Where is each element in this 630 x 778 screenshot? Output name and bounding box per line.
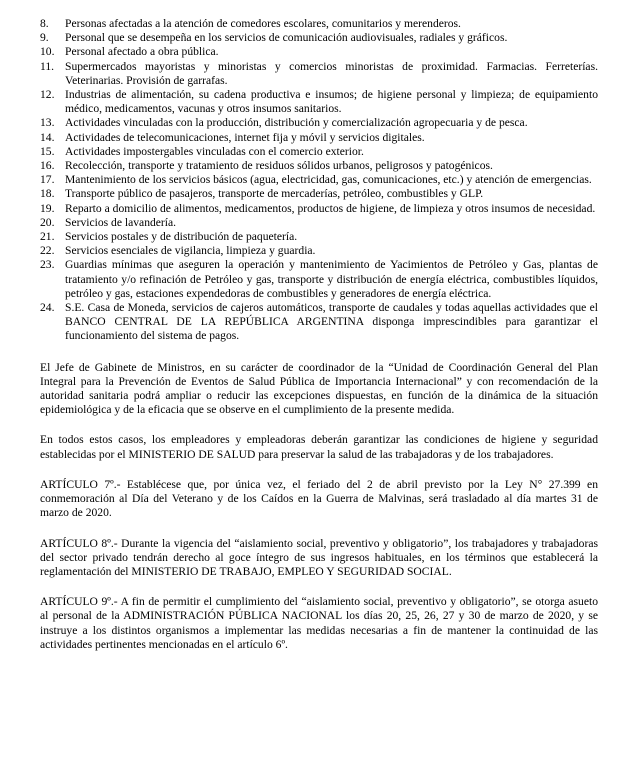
item-number: 10. xyxy=(40,45,55,59)
item-text: Servicios de lavandería. xyxy=(65,215,177,229)
item-text: Industrias de alimentación, su cadena productiva e insumos; de higiene personal y limpieza; de equipamiento médico, medicamentos, vacunas y otros insumos sanitarios. xyxy=(65,88,598,116)
item-text: Actividades de telecomunicaciones, internet fija y móvil y servicios digitales. xyxy=(65,130,425,144)
item-number: 17. xyxy=(40,173,55,187)
item-number: 18. xyxy=(40,187,55,201)
item-number: 8. xyxy=(40,17,49,30)
list-item xyxy=(40,131,598,145)
item-number: 9. xyxy=(40,31,49,45)
item-text: Actividades impostergables vinculadas con el comercio exterior. xyxy=(65,144,364,158)
item-number: 14. xyxy=(40,130,55,144)
item-number: 23. xyxy=(40,258,55,272)
article-9: ARTÍCULO 9º.- A fin de permitir el cumplimiento del “aislamiento social, preventivo y obligatorio”, se otorga asueto al personal de la ADMINISTRACIÓN PÚBLICA NACIONAL los días 20, 25, 26, 27 y 30 de marzo de 2020, y se instruye a los distintos organismos a implementar las medidas necesarias a fin de mantener la continuidad de las actividades pertinentes mencionadas en el artículo 6º. xyxy=(40,595,598,651)
list-item xyxy=(40,17,598,31)
item-text: S.E. Casa de Moneda, servicios de cajeros automáticos, transporte de caudales y todas aquellas actividades que el BANCO CENTRAL DE LA REPÚBLICA ARGENTINA disponga imprescindibles para garantizar el funcionamiento del sistema de pagos. xyxy=(65,301,598,343)
item-number: 21. xyxy=(40,230,55,244)
item-text: Servicios postales y de distribución de paquetería. xyxy=(65,230,298,244)
item-text: Reparto a domicilio de alimentos, medicamentos, productos de higiene, de limpieza y otros insumos de necesidad. xyxy=(65,201,596,215)
item-number: 20. xyxy=(40,215,55,229)
item-number: 13. xyxy=(40,116,55,130)
list-item xyxy=(40,202,598,216)
item-text: Guardias mínimas que aseguren la operación y mantenimiento de Yacimientos de Petróleo y Gas, plantas de tratamiento y/o refinación de Petróleo y gas, transporte y distribución de energía eléctrica, combustibles líquidos, petróleo y gas, estaciones expendedoras de combustibles y generadores de energía eléctrica. xyxy=(65,258,598,300)
list-item xyxy=(40,159,598,173)
item-number: 12. xyxy=(40,88,55,102)
list-item xyxy=(40,173,598,187)
list-item xyxy=(40,301,598,344)
item-text: Personal afectado a obra pública. xyxy=(65,45,219,59)
item-text: Servicios esenciales de vigilancia, limpieza y guardia. xyxy=(65,244,316,258)
item-number: 24. xyxy=(40,301,55,315)
article-7: ARTÍCULO 7º.- Establécese que, por única vez, el feriado del 2 de abril previsto por la Ley N° 27.399 en conmemoración al Día del Veterano y de los Caídos en la Guerra de Malvinas, será trasladado al día martes 31 de marzo de 2020. xyxy=(40,477,598,520)
list-item xyxy=(40,45,598,59)
paragraph-jefe-gabinete: El Jefe de Gabinete de Ministros, en su carácter de coordinador de la “Unidad de Coordinación General del Plan Integral para la Prevención de Eventos de Salud Pública de Importancia Internacional” y con recomendación de la autoridad sanitaria podrá ampliar o reducir las excepciones dispuestas, en función de la dinámica de la situación epidemiológica y de la eficacia que se observe en el cumplimiento de la presente medida. xyxy=(40,360,598,417)
item-text: Personas afectadas a la atención de comedores escolares, comunitarios y merenderos. xyxy=(65,17,461,30)
list-item xyxy=(40,244,598,258)
item-text: Recolección, transporte y tratamiento de residuos sólidos urbanos, peligrosos y patogénicos. xyxy=(65,159,493,173)
list-item xyxy=(40,216,598,230)
article-8: ARTÍCULO 8º.- Durante la vigencia del “aislamiento social, preventivo y obligatorio”, los trabajadores y trabajadoras del sector privado tendrán derecho al goce íntegro de sus ingresos habituales, en los términos que establecerá la reglamentación del MINISTERIO DE TRABAJO, EMPLEO Y SEGURIDAD SOCIAL. xyxy=(40,536,598,578)
list-item xyxy=(40,88,598,116)
item-text: Personal que se desempeña en los servicios de comunicación audiovisuales, radiales y gráficos. xyxy=(65,31,508,45)
list-item xyxy=(40,116,598,130)
item-number: 16. xyxy=(40,159,55,173)
item-number: 11. xyxy=(40,59,55,73)
item-number: 22. xyxy=(40,244,55,258)
list-item xyxy=(40,187,598,201)
item-number: 15. xyxy=(40,144,55,158)
list-item xyxy=(40,31,598,45)
item-text: Mantenimiento de los servicios básicos (agua, electricidad, gas, comunicaciones, etc.) y atención de emergencias. xyxy=(65,173,592,187)
list-item xyxy=(40,145,598,159)
item-text: Supermercados mayoristas y minoristas y comercios minoristas de proximidad. Farmacias. Ferreterías. Veterinarias. Provisión de garrafas. xyxy=(65,59,598,87)
item-number: 19. xyxy=(40,201,55,215)
list-item xyxy=(40,230,598,244)
exceptions-list xyxy=(40,17,598,344)
paragraph-empleadores: En todos estos casos, los empleadores y empleadoras deberán garantizar las condiciones de higiene y seguridad establecidas por el MINISTERIO DE SALUD para preservar la salud de las trabajadoras y de los trabajadores. xyxy=(40,433,598,461)
item-text: Actividades vinculadas con la producción, distribución y comercialización agropecuaria y de pesca. xyxy=(65,116,528,130)
list-item xyxy=(40,258,598,301)
item-text: Transporte público de pasajeros, transporte de mercaderías, petróleo, combustibles y GLP. xyxy=(65,187,484,201)
list-item xyxy=(40,60,598,88)
